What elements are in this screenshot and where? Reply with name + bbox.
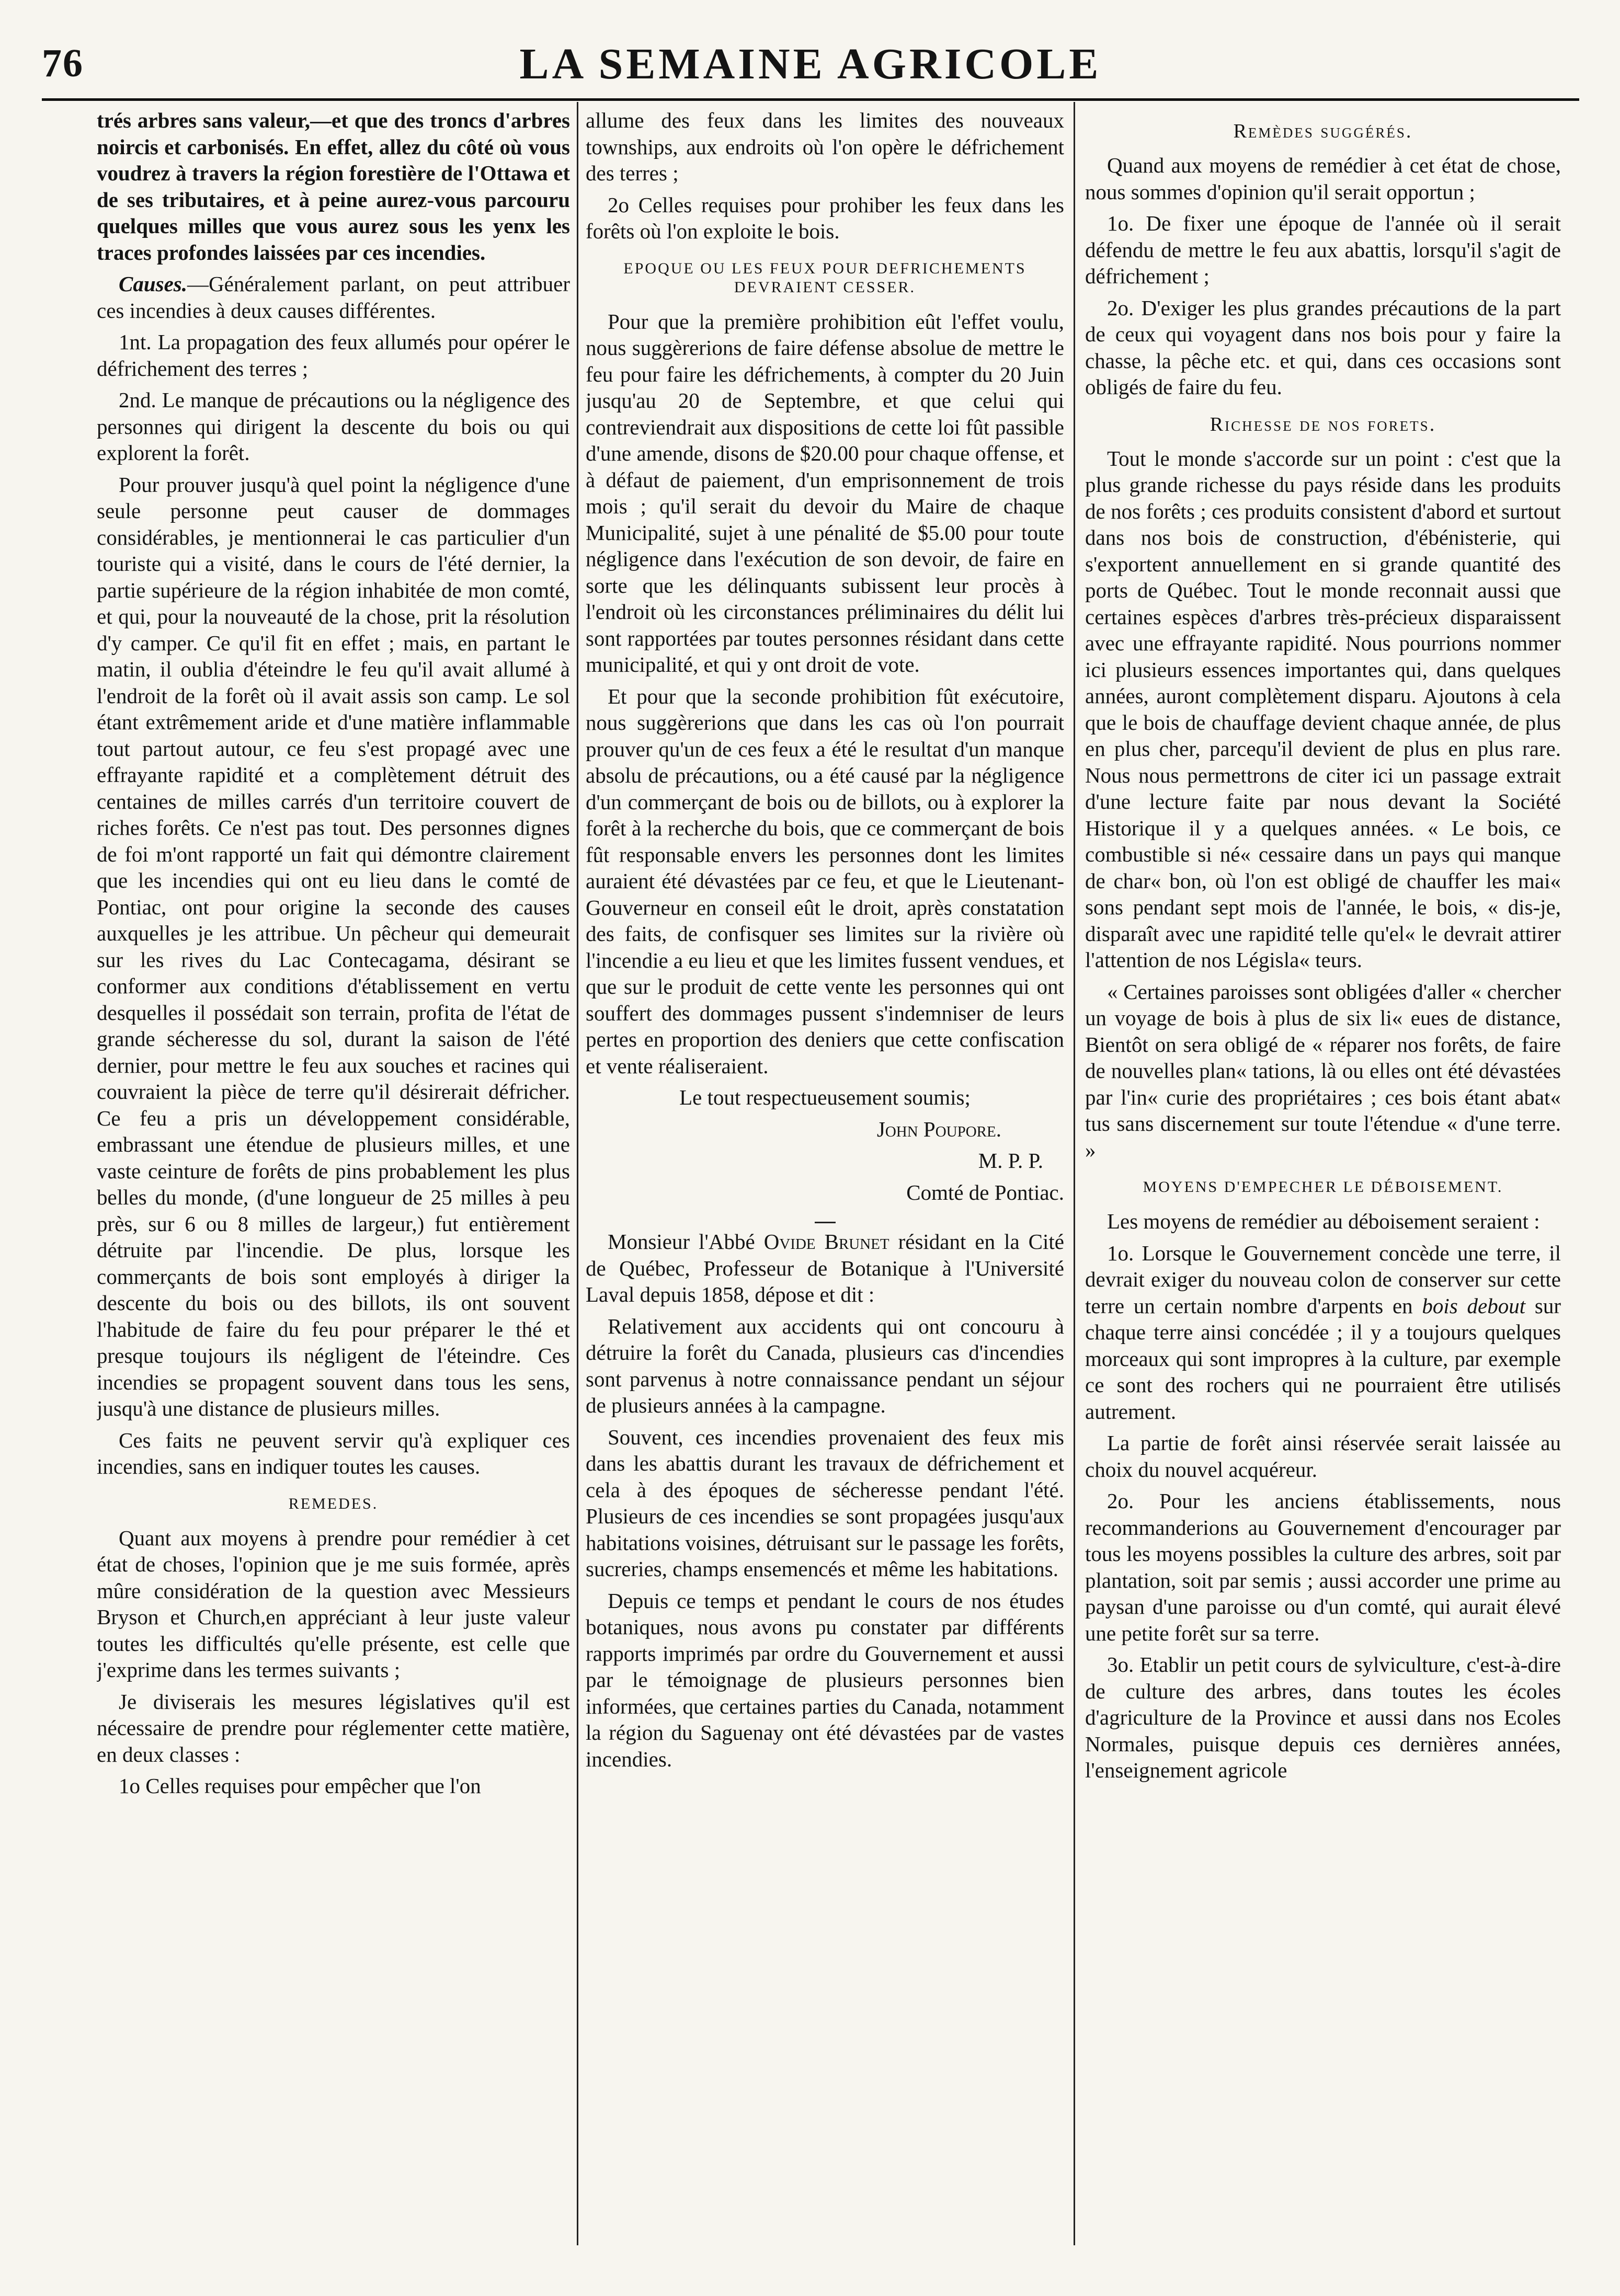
column-left	[97, 107, 570, 2240]
page-number: 76	[42, 41, 84, 85]
paragraph: 1nt. La propagation des feux allumés pour opérer le défrichement des terres ;	[97, 330, 570, 381]
causes-text: —Généralement parlant, on peut attribuer ces incendies à deux causes différentes.	[97, 272, 570, 323]
section-heading: Remèdes suggérés.	[1233, 120, 1413, 142]
paragraph: 2o. D'exiger les plus grandes précautions de la part de ceux qui voyagent dans nos bois pour y faire la chasse, la pêche etc. et qui, dans ces occasions sont obligés de faire du feu.	[1085, 295, 1561, 399]
paragraph: Je diviserais les mesures législatives qu'il est nécessaire de prendre pour réglementer cette matière, en deux classes :	[97, 1689, 570, 1766]
paragraph: La partie de forêt ainsi réservée serait laissée au choix du nouvel acquéreur.	[1085, 1431, 1561, 1482]
separator	[586, 1211, 1064, 1223]
paragraph: Relativement aux accidents qui ont concouru à détruire la forêt du Canada, plusieurs cas d'incendies sont parvenus à notre connaissance pendant un séjour de plusieurs années à la campagne.	[586, 1314, 1064, 1417]
signature-title: M. P. P.	[978, 1149, 1043, 1173]
paragraph: Depuis ce temps et pendant le cours de nos études botaniques, nous avons pu constater par différents rapports imprimés par ordre du Gouvernement et aussi par le témoignage de plusieurs personnes bien informées, que certaines parties du Canada, notamment la région du Saguenay ont été dévastées par de vastes incendies.	[586, 1588, 1064, 1771]
section-heading: Richesse de nos forets.	[1210, 413, 1436, 435]
signature-name: John Poupore.	[876, 1117, 1001, 1141]
paragraph: Pour que la première prohibition eût l'effet voulu, nous suggèrerions de faire défense absolue de mettre le feu pour faire les défrichements, à compter du 20 Juin jusqu'au 20 de Septembre, et que celui qui contreviendrait aux dispositions de cette loi fût passible d'une amende, disons de $20.00 pour chaque offense, et à défaut de paiement, d'un emprisonnement de trois mois ; qu'il serait du devoir du Maire de chaque Municipalité, sujet à une pénalité de $5.00 pour toute négligence dans l'exécution de son devoir, de faire en sorte que les délinquants subissent leur procès à l'endroit où les circonstances préliminaires du délit lui sont rapportées par toutes personnes résidant dans cette municipalité, et qui y ont droit de vote.	[586, 309, 1064, 676]
paragraph	[1085, 1240, 1561, 1425]
paragraph: « Certaines paroisses sont obligées d'aller « chercher un voyage de bois à plus de six li« eues de distance, Bientôt on sera obligé de « réparer nos forêts, de faire de nouvelles plan« tations, là ou elles ont été dévastées par l'in« curie des propriétaires ; ces bois étant abat« tus sans discernement sur toute l'étendue « d'une terre. »	[1085, 979, 1561, 1162]
paragraph: Les moyens de remédier au déboisement seraient :	[1107, 1209, 1540, 1233]
text-run: 1o. Lorsque le Gouvernement concède une terre, il devrait exiger du nouveau colon de conserver sur cette terre un certain nombre d'arpents en	[1085, 1241, 1561, 1318]
section-heading: EPOQUE OU LES FEUX POUR DEFRICHEMENTS DEVRAIENT CESSER.	[623, 259, 1026, 296]
section-heading: REMEDES.	[288, 1495, 379, 1512]
text-run: résidant en la Cité de Québec, Professeur de Botanique à l'Université Laval depuis 1858, dépose et dit :	[586, 1230, 1064, 1306]
page-header	[42, 37, 1579, 99]
paragraph: Ces faits ne peuvent servir qu'à expliquer ces incendies, sans en indiquer toutes les causes.	[97, 1428, 570, 1478]
paragraph: Quand aux moyens de remédier à cet état de chose, nous sommes d'opinion qu'il serait opportun ;	[1085, 153, 1561, 204]
person-name: Ovide Brunet	[763, 1230, 889, 1254]
paragraph: allume des feux dans les limites des nouveaux townships, aux endroits où l'on opère le défrichement des terres ;	[586, 108, 1064, 185]
paragraph: Et pour que la seconde prohibition fût exécutoire, nous suggèrerions que dans les cas où l'on pourrait prouver qu'un de ces feux a été le resultat d'un manque absolu de précautions, ou a été causé par la négligence d'un commerçant de bois ou de billots, ou à explorer la forêt à la recherche du bois, que ce commerçant de bois fût responsable envers les personnes dont les limites auraient été dévastées par ce feu, et que le Lieutenant-Gouverneur en conseil eût le droit, après constatation des faits, de confisquer ses limites sur la rivière où l'incendie a eu lieu et que les limites fussent vendues, et que sur le produit de cette vente les personnes qui ont souffert des dommages pussent s'indemniser de leurs pertes en proportion des deniers que cette confiscation et vente réaliseraient.	[586, 684, 1064, 1078]
text-run: Monsieur l'Abbé	[608, 1230, 764, 1254]
journal-title: LA SEMAINE AGRICOLE	[519, 40, 1102, 88]
paragraph: Tout le monde s'accorde sur un point : c'est que la plus grande richesse du pays réside dans les produits de nos forêts ; ces produits consistent d'abord et surtout dans nos bois de construction, d'ébénisterie, qui s'exportent annuellement en si grande quantité des ports de Québec. Tout le monde reconnait aussi que certaines espèces d'arbres très-précieux disparaissent avec une effrayante rapidité. Nous pourrions nommer ici plusieurs essences importantes qui, dans quelques années, auront complètement disparu. Ajoutons à cela que le bois de chauffage devient chaque année, de plus en plus cher, parcequ'il devient de plus en plus rare. Nous nous permettrons de citer ici un passage extrait d'une lecture faite par nous devant la Société Historique il y a quelques années. « Le bois, ce combustible si né« cessaire dans un pays qui manque de char« bon, où l'on est obligé de chauffer les mai« sons pendant sept mois de l'année, le bois, « dis-je, disparaît avec une rapidité telle qu'el« le devrait attirer l'attention de nos Législa« teurs.	[1085, 446, 1561, 972]
paragraph: Quant aux moyens à prendre pour remédier à cet état de choses, l'opinion que je me suis formée, après mûre considération de la question avec Messieurs Bryson et Church,en appréciant à leur juste valeur toutes les difficultés qu'elle présente, est celle que j'exprime dans les termes suivants ;	[97, 1525, 570, 1682]
column-divider	[577, 102, 578, 2245]
paragraph: 2nd. Le manque de précautions ou la négligence des personnes qui dirigent la descente du bois ou qui explorent la forêt.	[97, 388, 570, 465]
column-middle	[586, 107, 1064, 2240]
causes-label: Causes.	[119, 272, 188, 296]
paragraph: trés arbres sans valeur,—et que des troncs d'arbres noircis et carbonisés. En effet, allez du côté où vous voudrez à travers la région forestière de l'Ottawa et de ses tributaires, et à peine aurez-vous parcouru quelques milles que vous aurez sous les yenx les traces profondes laissées par ces incendies.	[97, 108, 570, 265]
text-run: sur chaque terre ainsi concédée ; il y a toujours quelques morceaux qui sont impropres à la culture, par exemple ce sont des rochers qui ne pourraient être utilisés autrement.	[1085, 1293, 1561, 1423]
paragraph: 1o Celles requises pour empêcher que l'on	[119, 1774, 481, 1798]
closing-line: Le tout respectueusement soumis;	[679, 1085, 971, 1109]
section-heading: MOYENS D'EMPECHER LE DÉBOISEMENT.	[1143, 1178, 1503, 1196]
paragraph	[586, 1229, 1064, 1308]
column-divider	[1074, 102, 1075, 2245]
text-run-italic: bois debout	[1422, 1293, 1526, 1318]
paragraph: Pour prouver jusqu'à quel point la négligence d'une seule personne peut causer de dommages considérables, je mentionnerai le cas particulier d'un touriste qui a visité, dans le cours de l'été dernier, la partie supérieure de la région inhabitée de mon comté, et qui, pour la nouveauté de la chose, prit la résolution d'y camper. Ce qu'il fit en effet ; mais, en partant le matin, il oublia d'éteindre le feu qu'il avait allumé à l'endroit de la forêt où il avait assis son camp. Le sol étant extrêmement aride et d'une matière inflammable tout partout autour, ce feu s'est propagé avec une effrayante rapidité et a complètement détruit des centaines de milles carrés d'un territoire couvert de riches forêts. Ce n'est pas tout. Des personnes dignes de foi m'ont rapporté un fait qui démontre clairement que les incendies qui ont eu lieu dans le comté de Pontiac, ont pour origine la seconde des causes auxquelles je les attribue. Un pêcheur qui demeurait sur les rives du Lac Contecagama, désirant se conformer aux conditions d'établissement en vertu desquelles il possédait son terrain, profita de l'état de grande sécheresse du sol, durant la saison de l'été dernier, pour mettre le feu aux souches et racines qui couvraient la pièce de terre qu'il désirerait défricher. Ce feu a pris un développement considérable, embrassant une étendue de plusieurs milles, et une vaste ceinture de forêts de pins probablement les plus belles du monde, (d'une longueur de 25 milles à peu près, sur 6 ou 8 milles de largeur,) fut entièrement détruite par l'incendie. De plus, lorsque les commerçants de bois sont employés à diriger la descente du bois ou des billots, ils ont souvent l'habitude de faire du feu pour préparer le thé et presque toujours ils négligent de l'éteindre. Ces incendies se propagent souvent dans tous les sens, jusqu'à une distance de plusieurs milles.	[97, 472, 570, 1420]
paragraph: Souvent, ces incendies provenaient des feux mis dans les abattis durant les travaux de défrichement et cela à des époques de sécheresse pendant l'été. Plusieurs de ces incendies se sont propagées jusqu'aux habitations voisines, détruisant sur le passage les forêts, sucreries, champs ensemencés et même les habitations.	[586, 1425, 1064, 1581]
signature-county: Comté de Pontiac.	[906, 1180, 1064, 1204]
paragraph	[97, 271, 570, 324]
paragraph: 2o. Pour les anciens établissements, nous recommanderions au Gouvernement d'encourager par tous les moyens possibles la culture des arbres, soit par plantation, soit par semis ; aussi accorder une prime au paysan d'une paroisse ou d'un comté, qui aurait élevé une petite forêt sur sa terre.	[1085, 1489, 1561, 1645]
paragraph: 2o Celles requises pour prohiber les feux dans les forêts où l'on exploite le bois.	[586, 192, 1064, 243]
header-rule	[42, 98, 1579, 101]
paragraph: 1o. De fixer une époque de l'année où il serait défendu de mettre le feu aux abattis, lorsqu'il s'agit de défrichement ;	[1085, 211, 1561, 288]
column-right	[1085, 107, 1561, 2240]
paragraph: 3o. Etablir un petit cours de sylviculture, c'est-à-dire de culture des arbres, dans toutes les écoles d'agriculture de la Province et aussi dans nos Ecoles Normales, puisque depuis ces dernières années, l'enseignement agricole	[1085, 1652, 1561, 1782]
